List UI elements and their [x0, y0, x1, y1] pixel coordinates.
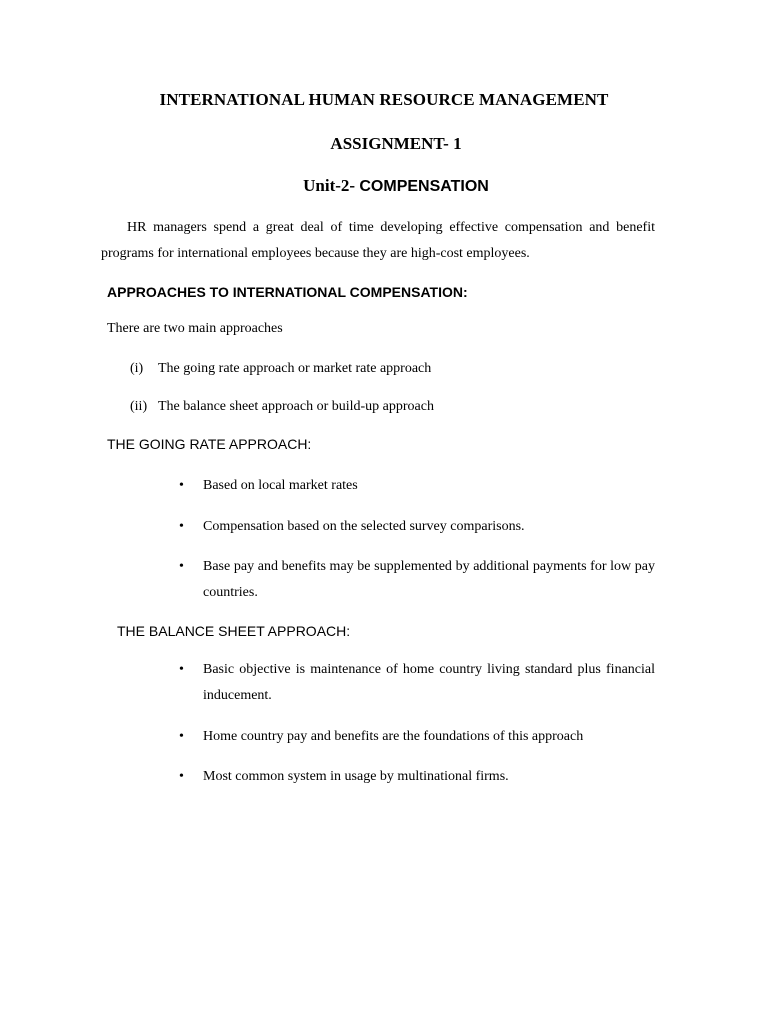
unit-heading [12, 176, 768, 196]
item-text: The going rate approach or market rate approach [158, 361, 432, 376]
bullet-icon: • [179, 559, 184, 574]
unit-prefix: Unit-2- [303, 176, 360, 195]
list-item [179, 554, 655, 606]
bullet-text: Home country pay and benefits are the foundations of this approach [203, 729, 584, 744]
item-number: (ii) [130, 399, 148, 414]
intro-paragraph [101, 215, 655, 267]
list-item [179, 724, 655, 750]
approaches-lead: There are two main approaches [107, 321, 283, 336]
bullet-text: Compensation based on the selected survey comparisons. [203, 519, 525, 534]
bullet-icon: • [179, 729, 184, 744]
approaches-heading: APPROACHES TO INTERNATIONAL COMPENSATION: [107, 284, 468, 300]
list-item [179, 764, 655, 790]
balance-sheet-heading: THE BALANCE SHEET APPROACH: [117, 623, 351, 639]
bullet-text: Base pay and benefits may be supplemented by additional payments for low pay countries. [203, 559, 655, 600]
item-text: The balance sheet approach or build-up approach [158, 399, 434, 414]
bullet-text: Based on local market rates [203, 478, 358, 493]
numbered-item [130, 361, 431, 377]
bullet-text: Most common system in usage by multinational firms. [203, 769, 509, 784]
bullet-text: Basic objective is maintenance of home country living standard plus financial inducement. [203, 662, 655, 703]
item-number: (i) [130, 361, 144, 376]
unit-topic: COMPENSATION [359, 178, 489, 195]
numbered-item [130, 399, 434, 415]
bullet-icon: • [179, 662, 184, 677]
list-item [179, 473, 655, 499]
assignment-heading: ASSIGNMENT- 1 [330, 134, 462, 153]
bullet-icon: • [179, 519, 184, 534]
document-title: INTERNATIONAL HUMAN RESOURCE MANAGEMENT [159, 90, 609, 109]
list-item [179, 514, 655, 540]
going-rate-heading: THE GOING RATE APPROACH: [107, 436, 312, 452]
intro-paragraph-text: HR managers spend a great deal of time developing effective compensation and benefit programs for international employees because they are high-cost employees. [101, 220, 655, 261]
list-item [179, 657, 655, 709]
bullet-icon: • [179, 478, 184, 493]
bullet-icon: • [179, 769, 184, 784]
